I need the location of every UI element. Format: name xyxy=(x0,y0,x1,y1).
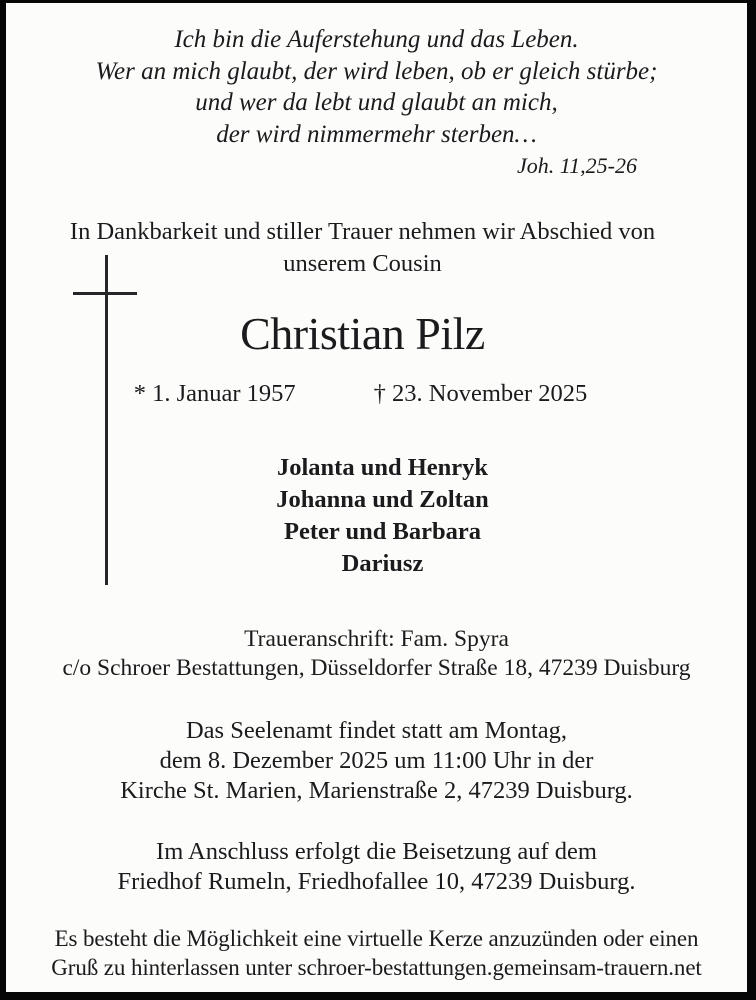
service-line: dem 8. Dezember 2025 um 11:00 Uhr in der xyxy=(159,747,594,774)
quote-line: Ich bin die Auferstehung und das Leben. xyxy=(174,26,579,53)
mourners-list xyxy=(12,452,747,580)
mourner-name: Jolanta und Henryk xyxy=(276,454,489,481)
footer-line: Es besteht die Möglichkeit eine virtuelle Kerze anzuzünden oder einen xyxy=(54,926,699,951)
quote-line: der wird nimmermehr sterben… xyxy=(216,120,537,148)
quote-line: und wer da lebt und glaubt an mich, xyxy=(195,89,558,116)
obituary-notice xyxy=(6,3,747,992)
birth-date: * 1. Januar 1957 xyxy=(133,380,296,407)
cross-horizontal-stroke xyxy=(73,292,137,295)
footer-note xyxy=(6,924,747,982)
intro-text xyxy=(6,216,733,280)
deceased-name: Christian Pilz xyxy=(240,308,485,359)
death-date: † 23. November 2025 xyxy=(373,380,588,407)
service-line: Kirche St. Marien, Marienstraße 2, 47239 Duisburg. xyxy=(120,777,633,804)
address-line: Traueranschrift: Fam. Spyra xyxy=(244,626,509,652)
address-line: c/o Schroer Bestattungen, Düsseldorfer Straße 18, 47239 Duisburg xyxy=(62,655,691,681)
service-line: Das Seelenamt findet statt am Montag, xyxy=(185,717,568,744)
burial-info xyxy=(6,837,747,897)
trauer-address xyxy=(6,625,747,683)
intro-line: unserem Cousin xyxy=(283,250,442,277)
quote-attribution: Joh. 11,25-26 xyxy=(517,153,637,178)
burial-line: Friedhof Rumeln, Friedhofallee 10, 47239 Duisburg. xyxy=(117,868,636,895)
mourner-name: Peter und Barbara xyxy=(284,518,481,545)
mourner-name: Johanna und Zoltan xyxy=(276,486,489,513)
intro-line: In Dankbarkeit und stiller Trauer nehmen wir Abschied von xyxy=(69,218,656,245)
scripture-quote xyxy=(6,24,747,150)
burial-line: Im Anschluss erfolgt die Beisetzung auf dem xyxy=(156,838,597,865)
life-dates xyxy=(6,380,731,408)
mourner-name: Dariusz xyxy=(341,550,424,577)
footer-line: Gruß zu hinterlassen unter schroer-bestattungen.gemeinsam-trauern.net xyxy=(51,955,702,980)
service-info xyxy=(6,716,747,806)
quote-line: Wer an mich glaubt, der wird leben, ob er gleich stürbe; xyxy=(95,57,658,85)
